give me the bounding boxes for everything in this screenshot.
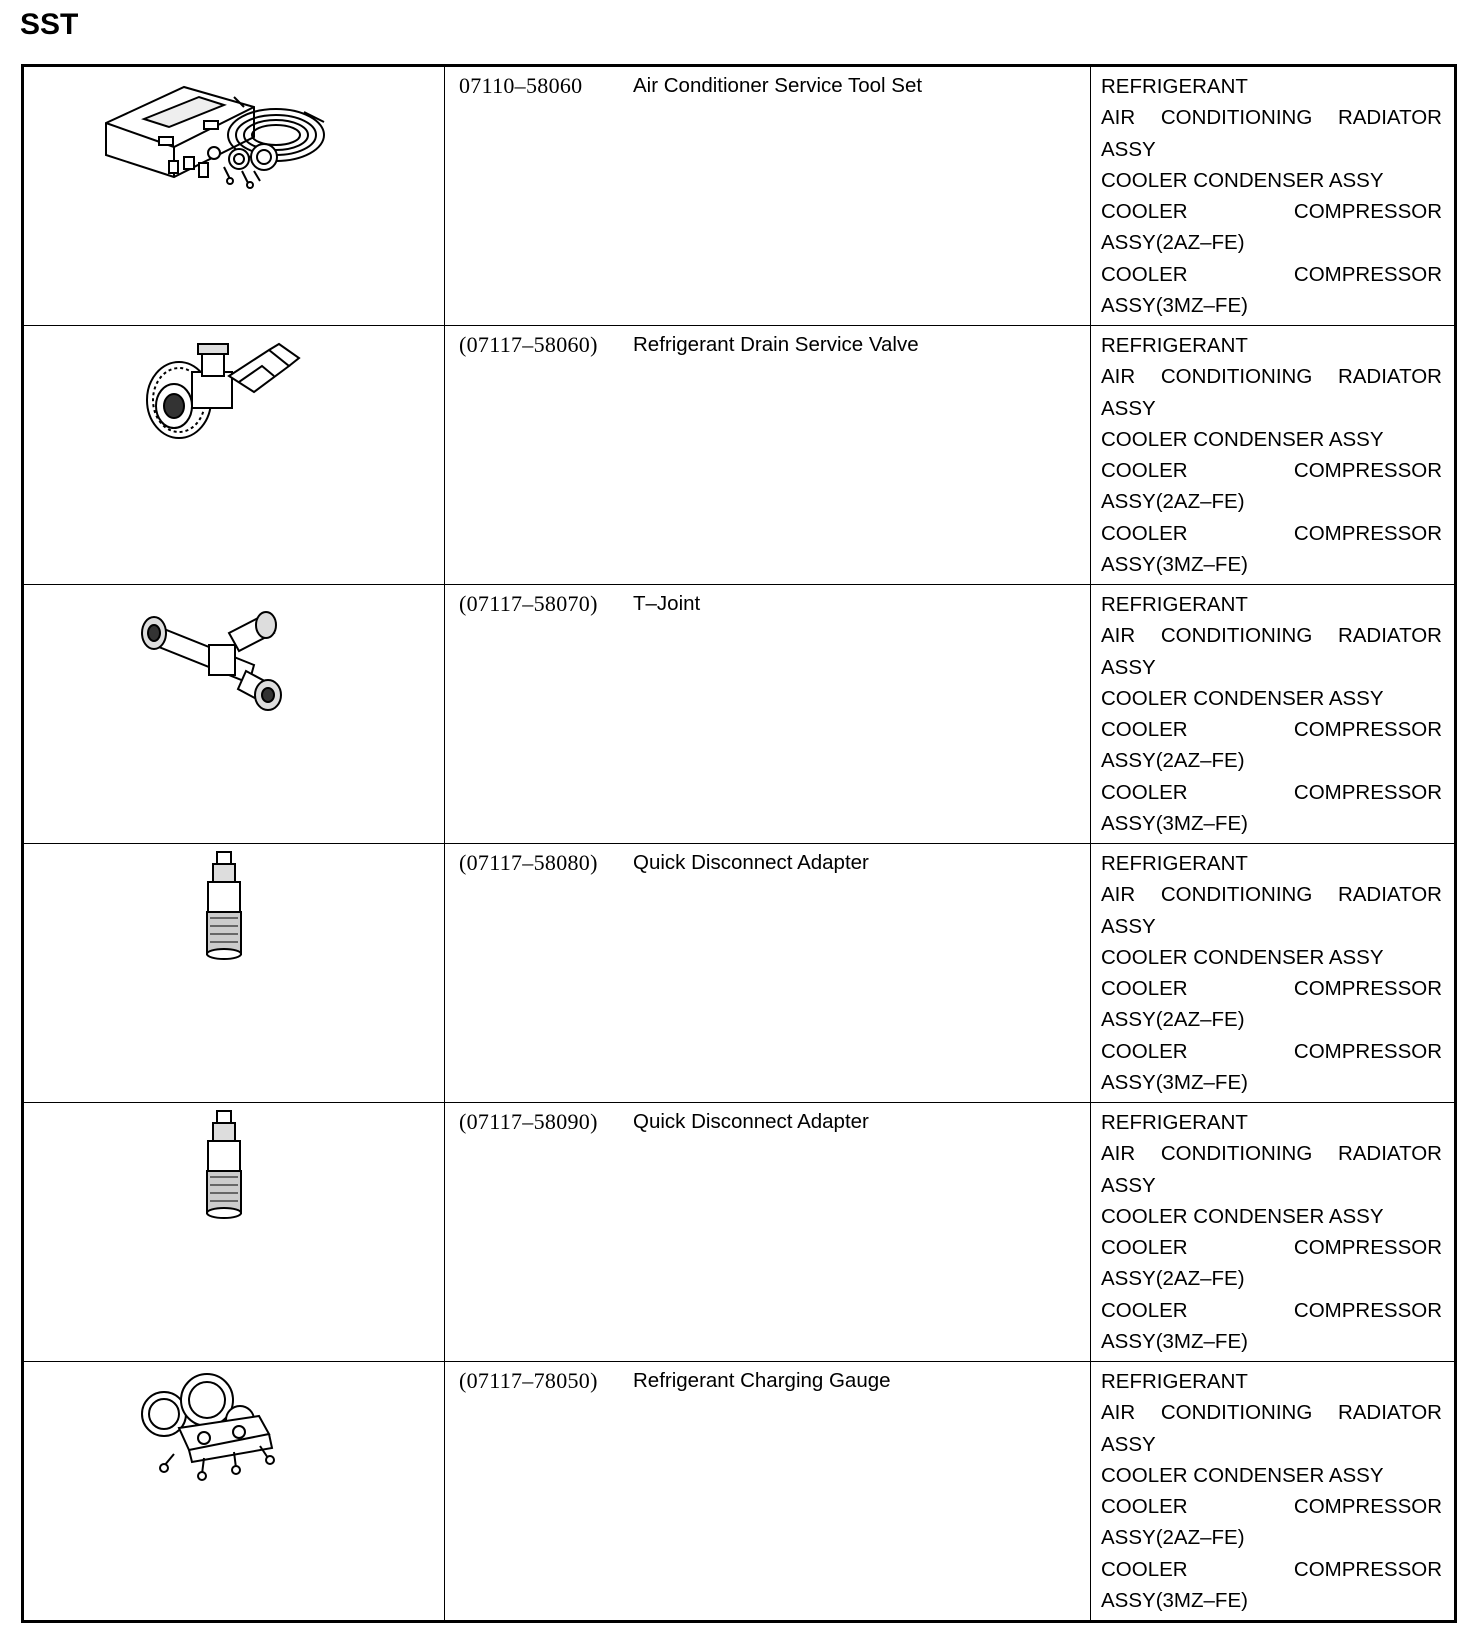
applies-to-word: COMPRESSOR [1293, 1557, 1442, 1581]
drain-service-valve-illustration [24, 326, 444, 584]
part-number: (07117–58080) [459, 850, 598, 875]
applies-to-word: ASSY [1101, 914, 1156, 938]
applies-to-word: COOLER CONDENSER ASSY [1101, 427, 1384, 451]
applies-to-word: COOLER [1101, 1557, 1188, 1581]
applies-to-word: RADIATOR [1337, 624, 1442, 648]
applies-to-word: AIR [1101, 624, 1136, 648]
applies-to-word: RADIATOR [1337, 1142, 1442, 1166]
applies-to-word: COOLER [1101, 977, 1188, 1001]
applies-to-word: REFRIGERANT [1101, 334, 1248, 357]
tool-info-cell [445, 585, 1091, 844]
applies-to-word: ASSY [1101, 1432, 1156, 1456]
part-number: (07117–58090) [459, 1109, 598, 1134]
applies-to-word: COOLER [1101, 780, 1188, 804]
applies-to-word: COMPRESSOR [1293, 718, 1442, 742]
applies-to-word: REFRIGERANT [1101, 852, 1248, 875]
applies-to-line [1101, 424, 1442, 455]
applies-to-word: ASSY(2AZ–FE) [1101, 490, 1245, 514]
applies-to-line [1101, 196, 1442, 227]
applies-to-line [1101, 973, 1442, 1004]
applies-to-word: COMPRESSOR [1293, 200, 1442, 224]
applies-to-line [1101, 290, 1442, 321]
applies-to-line [1101, 1460, 1442, 1491]
applies-to-cell [1091, 66, 1456, 326]
applies-to-word: AIR [1101, 883, 1136, 907]
tool-illustration-cell [23, 66, 445, 326]
tool-info-cell [445, 1362, 1091, 1622]
applies-to-line [1101, 1554, 1442, 1585]
part-number: (07117–58060) [459, 332, 598, 357]
applies-to-word: ASSY(3MZ–FE) [1101, 1589, 1248, 1613]
applies-to-word: ASSY(3MZ–FE) [1101, 294, 1248, 318]
applies-to-word: COMPRESSOR [1293, 780, 1442, 804]
applies-to-word: COOLER [1101, 1495, 1188, 1519]
applies-to-line [1101, 683, 1442, 714]
applies-to-word: REFRIGERANT [1101, 1111, 1248, 1134]
tool-row [23, 1103, 1456, 1362]
applies-to-line [1101, 455, 1442, 486]
applies-to-line [1101, 227, 1442, 258]
applies-to-line [1101, 1201, 1442, 1232]
applies-to-word: RADIATOR [1337, 365, 1442, 389]
tool-illustration-cell [23, 1103, 445, 1362]
tool-name: Refrigerant Charging Gauge [633, 1369, 891, 1392]
tool-name: T–Joint [633, 592, 701, 615]
applies-to-word: REFRIGERANT [1101, 593, 1248, 616]
applies-to-word: COOLER CONDENSER ASSY [1101, 1463, 1384, 1487]
applies-to-line [1101, 1263, 1442, 1294]
applies-to-line [1101, 620, 1442, 651]
applies-to-word: AIR [1101, 1142, 1136, 1166]
applies-to-word: RADIATOR [1337, 883, 1442, 907]
applies-to-cell [1091, 844, 1456, 1103]
applies-to-line [1101, 393, 1442, 424]
applies-to-word: COMPRESSOR [1293, 1039, 1442, 1063]
applies-to-line [1101, 518, 1442, 549]
applies-to-line [1101, 1107, 1442, 1138]
applies-to-word: ASSY(3MZ–FE) [1101, 1071, 1248, 1095]
applies-to-word: ASSY [1101, 137, 1156, 161]
applies-to-line [1101, 911, 1442, 942]
part-number: 07110–58060 [459, 73, 583, 98]
applies-to-word: CONDITIONING [1160, 883, 1313, 907]
tool-row [23, 844, 1456, 1103]
quick-disconnect-adapter-illustration [24, 844, 444, 1102]
quick-disconnect-adapter-illustration [24, 1103, 444, 1361]
applies-to-line [1101, 1232, 1442, 1263]
tool-row [23, 66, 1456, 326]
tool-name: Air Conditioner Service Tool Set [633, 74, 923, 97]
applies-to-cell [1091, 1362, 1456, 1622]
applies-to-word: COOLER [1101, 200, 1188, 224]
applies-to-word: COMPRESSOR [1293, 1495, 1442, 1519]
sst-table-body [23, 66, 1456, 1622]
service-tool-set-illustration [24, 67, 444, 325]
applies-to-line [1101, 259, 1442, 290]
applies-to-word: ASSY(2AZ–FE) [1101, 749, 1245, 773]
applies-to-word: ASSY(3MZ–FE) [1101, 812, 1248, 836]
applies-to-line [1101, 1366, 1442, 1397]
applies-to-line [1101, 589, 1442, 620]
tool-name: Quick Disconnect Adapter [633, 851, 869, 874]
applies-to-line [1101, 1326, 1442, 1357]
applies-to-word: COOLER [1101, 459, 1188, 483]
t-joint-illustration [24, 585, 444, 843]
applies-to-word: COOLER [1101, 1298, 1188, 1322]
tool-illustration-cell [23, 585, 445, 844]
applies-to-word: CONDITIONING [1160, 365, 1313, 389]
applies-to-word: COMPRESSOR [1293, 459, 1442, 483]
applies-to-word: CONDITIONING [1160, 106, 1313, 130]
tool-info-cell [445, 1103, 1091, 1362]
applies-to-word: COMPRESSOR [1293, 1236, 1442, 1260]
applies-to-line [1101, 361, 1442, 392]
applies-to-cell [1091, 585, 1456, 844]
applies-to-word: COOLER [1101, 262, 1188, 286]
applies-to-word: ASSY(2AZ–FE) [1101, 1526, 1245, 1550]
tool-info-cell [445, 66, 1091, 326]
applies-to-line [1101, 486, 1442, 517]
applies-to-line [1101, 102, 1442, 133]
applies-to-word: ASSY(2AZ–FE) [1101, 1008, 1245, 1032]
page-title: SST [20, 8, 79, 41]
applies-to-line [1101, 1491, 1442, 1522]
applies-to-line [1101, 1036, 1442, 1067]
applies-to-line [1101, 879, 1442, 910]
tool-info-cell [445, 326, 1091, 585]
applies-to-word: ASSY [1101, 1173, 1156, 1197]
charging-gauge-illustration [24, 1362, 444, 1620]
tool-name: Refrigerant Drain Service Valve [633, 333, 919, 356]
drain-service-valve-illustration [24, 326, 444, 584]
applies-to-word: COOLER [1101, 718, 1188, 742]
applies-to-line [1101, 1429, 1442, 1460]
applies-to-word: ASSY [1101, 396, 1156, 420]
applies-to-word: AIR [1101, 1401, 1136, 1425]
sst-table [21, 64, 1457, 1623]
applies-to-cell [1091, 326, 1456, 585]
applies-to-cell [1091, 1103, 1456, 1362]
applies-to-word: CONDITIONING [1160, 624, 1313, 648]
tool-row [23, 585, 1456, 844]
tool-name: Quick Disconnect Adapter [633, 1110, 869, 1133]
part-number: (07117–78050) [459, 1368, 598, 1393]
quick-disconnect-adapter-illustration [24, 844, 444, 1102]
applies-to-line [1101, 942, 1442, 973]
applies-to-word: COMPRESSOR [1293, 977, 1442, 1001]
applies-to-word: COOLER CONDENSER ASSY [1101, 945, 1384, 969]
applies-to-word: COOLER [1101, 521, 1188, 545]
applies-to-line [1101, 714, 1442, 745]
applies-to-line [1101, 777, 1442, 808]
tool-illustration-cell [23, 326, 445, 585]
applies-to-word: RADIATOR [1337, 1401, 1442, 1425]
applies-to-word: COOLER CONDENSER ASSY [1101, 168, 1384, 192]
applies-to-word: COOLER CONDENSER ASSY [1101, 686, 1384, 710]
applies-to-word: COMPRESSOR [1293, 521, 1442, 545]
applies-to-word: ASSY(2AZ–FE) [1101, 231, 1245, 255]
tool-illustration-cell [23, 1362, 445, 1622]
tool-row [23, 1362, 1456, 1622]
applies-to-word: CONDITIONING [1160, 1142, 1313, 1166]
applies-to-word: CONDITIONING [1160, 1401, 1313, 1425]
applies-to-line [1101, 1295, 1442, 1326]
applies-to-line [1101, 1397, 1442, 1428]
service-tool-set-illustration [24, 67, 444, 325]
applies-to-line [1101, 71, 1442, 102]
applies-to-line [1101, 848, 1442, 879]
applies-to-word: COMPRESSOR [1293, 262, 1442, 286]
applies-to-word: ASSY(2AZ–FE) [1101, 1267, 1245, 1291]
applies-to-word: RADIATOR [1337, 106, 1442, 130]
applies-to-line [1101, 165, 1442, 196]
applies-to-word: COOLER [1101, 1236, 1188, 1260]
applies-to-line [1101, 134, 1442, 165]
applies-to-line [1101, 549, 1442, 580]
quick-disconnect-adapter-illustration [24, 1103, 444, 1361]
applies-to-word: ASSY(3MZ–FE) [1101, 1330, 1248, 1354]
applies-to-word: ASSY [1101, 655, 1156, 679]
applies-to-line [1101, 330, 1442, 361]
applies-to-line [1101, 1585, 1442, 1616]
part-number: (07117–58070) [459, 591, 598, 616]
t-joint-illustration [24, 585, 444, 843]
charging-gauge-illustration [24, 1362, 444, 1620]
applies-to-word: AIR [1101, 365, 1136, 389]
applies-to-word: ASSY(3MZ–FE) [1101, 553, 1248, 577]
tool-illustration-cell [23, 844, 445, 1103]
applies-to-line [1101, 745, 1442, 776]
applies-to-word: COOLER [1101, 1039, 1188, 1063]
applies-to-word: REFRIGERANT [1101, 75, 1248, 98]
applies-to-line [1101, 1138, 1442, 1169]
applies-to-line [1101, 1170, 1442, 1201]
applies-to-line [1101, 808, 1442, 839]
applies-to-line [1101, 1004, 1442, 1035]
tool-info-cell [445, 844, 1091, 1103]
applies-to-line [1101, 1522, 1442, 1553]
applies-to-word: COOLER CONDENSER ASSY [1101, 1204, 1384, 1228]
applies-to-line [1101, 1067, 1442, 1098]
applies-to-word: REFRIGERANT [1101, 1370, 1248, 1393]
applies-to-word: AIR [1101, 106, 1136, 130]
applies-to-line [1101, 652, 1442, 683]
tool-row [23, 326, 1456, 585]
applies-to-word: COMPRESSOR [1293, 1298, 1442, 1322]
